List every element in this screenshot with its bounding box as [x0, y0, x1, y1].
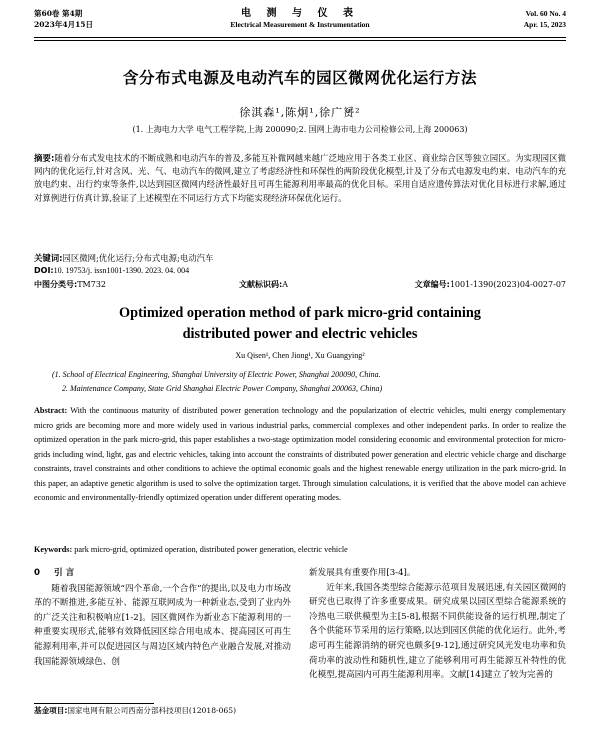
body-column-right — [309, 566, 566, 683]
art-label: 文章编号: — [414, 280, 450, 289]
article-number — [415, 279, 566, 291]
doc-label: 文献标识码: — [239, 280, 283, 289]
abstract-en — [34, 404, 566, 506]
doi-value: 10. 19753/j. issn1001-1390. 2023. 04. 004 — [53, 266, 190, 275]
doi-label: DOI: — [34, 266, 54, 275]
header-rule-thin — [34, 40, 566, 41]
section-title: 引 言 — [53, 568, 75, 578]
abstract-cn — [34, 152, 566, 205]
footnote-rule — [34, 703, 154, 704]
authors-en: Xu Qisen¹, Chen Jiong¹, Xu Guangying² — [235, 351, 365, 360]
volume-cn: 第60卷 第4期 — [34, 9, 83, 18]
abstract-cn-text: 随着分布式发电技术的不断成熟和电动汽车的普及,多能互补微网越来越广泛地应用于各类工业区、商业综合区等独立园区。为实现园区微网内的优化运行,针对含风、光、气、电动汽车的微网,建立了考虑经济性和环保性的两阶段优化模型,计及了分布式电源发电约束、电动汽车的充放电约束、出行约束等条件,以达到园区微网内经济性最好且可再生能源利用率最高的优化目标。采用自适应遗传算法对优化目标进行求解,通过对算例进行仿真计算,验证了上述模型在不同运行方式下均能实现经济环保优化运行。 — [34, 153, 566, 203]
running-header — [34, 8, 566, 38]
abstract-en-text: With the continuous maturity of distributed power generation technology and the popularization of electric vehicles, multi energy complementary micro grids are becoming more and more widely used in various industrial parks, commercial complexes and other independent parks. In order to realize the optimized operation in the park micro-grid, this paper establishes a two-stage optimization model considering economic and environmental protection for micro-grids including wind, light, gas and electric vehicles, taking into account the constraints of distributed power generation and electric vehicle charge and discharge constraints, travel constraints and other conditions to achieve the optimal economic goals and the highest renewable energy utilization in the park micro-grid. In this paper, an adaptive genetic algorithm is used to solve the optimization target. Through simulation calculations, it is verified that the above model can achieve economic and environmentally-friendly optimized operation under different operating modes. — [34, 406, 567, 502]
body-paragraph-right-continued: 新发展具有重要作用[3-4]。 — [309, 568, 416, 578]
section-heading — [34, 566, 291, 581]
volume-en: Vol. 60 No. 4 — [525, 9, 566, 18]
affiliation-en-line-1: (1. School of Electrical Engineering, Shanghai University of Electric Power, Shanghai 200090, China. — [52, 370, 381, 379]
header-right — [524, 8, 566, 30]
journal-name-cn: 电 测 与 仪 表 — [241, 8, 359, 19]
keywords-en — [34, 544, 566, 556]
authors-cn: 徐淇森¹,陈炯¹,徐广赟² — [239, 106, 361, 119]
keywords-en-text: park micro-grid, optimized operation, distributed power generation, electric vehicle — [74, 545, 348, 554]
document-code — [239, 279, 288, 291]
section-number: 0 — [34, 568, 40, 578]
footnote-text: 国家电网有限公司西南分部科技项目(12018-065) — [67, 706, 237, 715]
art-value: 1001-1390(2023)04-0027-07 — [449, 280, 566, 289]
keywords-cn — [34, 252, 566, 264]
keywords-cn-label: 关键词: — [34, 253, 63, 263]
header-rule — [34, 37, 566, 38]
header-center — [34, 8, 566, 30]
footnote-funding — [34, 706, 236, 716]
title-en — [0, 303, 600, 345]
abstract-en-label: Abstract: — [34, 406, 68, 415]
title-en-line-2: distributed power and electric vehicles — [182, 326, 418, 342]
clc-number — [34, 279, 106, 291]
title-cn: 含分布式电源及电动汽车的园区微网优化运行方法 — [122, 69, 478, 87]
doc-value: A — [282, 280, 288, 289]
doi — [34, 265, 566, 277]
body-column-left — [34, 566, 291, 669]
body-paragraph-left: 随着我国能源领域“四个革命,一个合作”的提出,以及电力市场改革的不断推进,多能互补、能源互联网成为一种新业态,受到了业内外的广泛关注和积极响应[1-2]。园区微网作为新业态下能源利用的一种重要实现形式,能够有效降低园区综合用电成本、提高园区可再生能源利用率,并可以促进园区与周边区域内特色产业融合发展,对推动我国能源领域绿色、创 — [34, 583, 291, 667]
date-en: Apr. 15, 2023 — [523, 20, 566, 29]
keywords-cn-text: 园区微网;优化运行;分布式电源;电动汽车 — [62, 253, 214, 263]
date-cn: 2023年4月15日 — [34, 20, 94, 29]
keywords-en-label: Keywords: — [34, 545, 73, 554]
title-en-line-1: Optimized operation method of park micro-grid containing — [119, 305, 481, 321]
clc-value: TM732 — [77, 280, 106, 289]
footnote-label: 基金项目: — [34, 706, 68, 715]
abstract-cn-label: 摘要: — [34, 153, 55, 163]
affiliation-en — [52, 368, 566, 396]
journal-name-en: Electrical Measurement & Instrumentation — [230, 20, 370, 29]
body-paragraph-right: 近年来,我国各类型综合能源示范项目发展迅速,有关园区微网的研究也已取得了许多重要成果。研究成果以园区型综合能源系统的冷热电三联供模型为主[5-8],根据不同供能设备的运行机理,制定了各个供能环节采用的运行策略,以达到园区供能的优化运行。此外,考虑可再生能源消纳的研究也颇多[9-12],通过研究风光发电功率和负荷功率的波动性和随机性,建立了能够利用可再生能源互补特性的优化模型,提高园内可再生能源利用率。文献[14]建立了较为完善的 — [309, 582, 566, 681]
clc-label: 中图分类号: — [34, 280, 78, 289]
affiliation-en-line-2: 2. Maintenance Company, State Grid Shanghai Electric Power Company, Shanghai 200063, China) — [62, 384, 383, 393]
affiliation-cn: (1. 上海电力大学 电气工程学院,上海 200090;2. 国网上海市电力公司检修公司,上海 200063) — [132, 125, 468, 134]
